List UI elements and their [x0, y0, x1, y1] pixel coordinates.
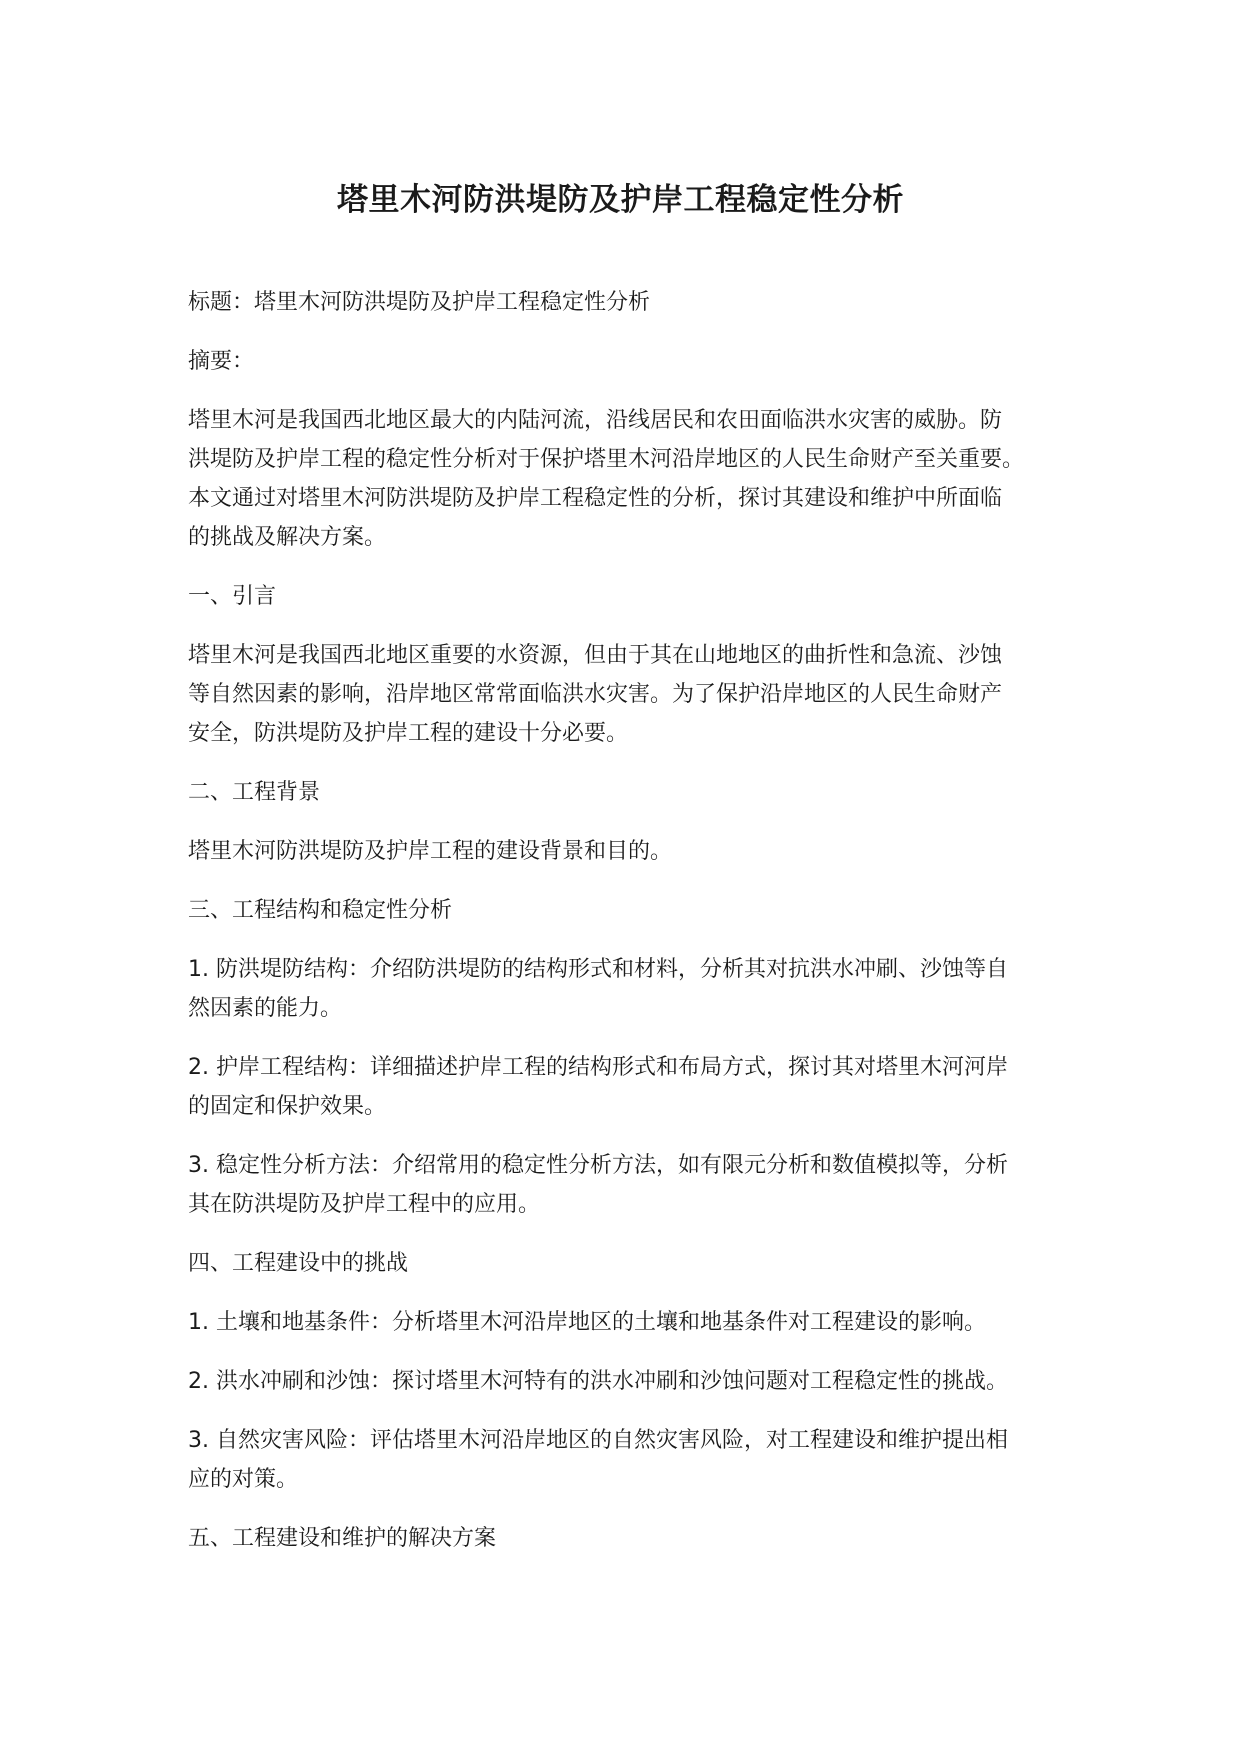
paragraph: [188, 1244, 1068, 1283]
document-body: [188, 283, 1068, 1578]
paragraph: [188, 773, 1068, 812]
text-line: 摘要：: [188, 349, 255, 374]
document-title: 塔里木河防洪堤防及护岸工程稳定性分析: [337, 182, 904, 218]
paragraph: [188, 577, 1068, 616]
text-line: 三、工程结构和稳定性分析: [188, 898, 453, 923]
text-line: 二、工程背景: [188, 780, 321, 805]
text-line: 安全，防洪堤防及护岸工程的建设十分必要。: [188, 721, 629, 746]
text-line: 一、引言: [188, 584, 277, 609]
text-line: 3. 自然灾害风险：评估塔里木河沿岸地区的自然灾害风险，对工程建设和维护提出相: [188, 1428, 1008, 1453]
text-line: 2. 护岸工程结构：详细描述护岸工程的结构形式和布局方式，探讨其对塔里木河河岸: [188, 1055, 1008, 1080]
text-line: 等自然因素的影响，沿岸地区常常面临洪水灾害。为了保护沿岸地区的人民生命财产: [188, 682, 1003, 707]
paragraph: [188, 1421, 1068, 1499]
paragraph: [188, 1519, 1068, 1558]
text-line: 洪堤防及护岸工程的稳定性分析对于保护塔里木河沿岸地区的人民生命财产至关重要。: [188, 447, 1025, 472]
paragraph: [188, 283, 1068, 322]
paragraph: [188, 1362, 1068, 1401]
text-line: 2. 洪水冲刷和沙蚀：探讨塔里木河特有的洪水冲刷和沙蚀问题对工程稳定性的挑战。: [188, 1369, 1008, 1394]
paragraph: [188, 1303, 1068, 1342]
paragraph: [188, 1048, 1068, 1126]
text-line: 然因素的能力。: [188, 996, 343, 1021]
paragraph: [188, 1146, 1068, 1224]
paragraph: [188, 891, 1068, 930]
text-line: 1. 土壤和地基条件：分析塔里木河沿岸地区的土壤和地基条件对工程建设的影响。: [188, 1310, 986, 1335]
paragraph: [188, 342, 1068, 381]
text-line: 本文通过对塔里木河防洪堤防及护岸工程稳定性的分析，探讨其建设和维护中所面临: [188, 486, 1003, 511]
text-line: 四、工程建设中的挑战: [188, 1251, 409, 1276]
text-line: 3. 稳定性分析方法：介绍常用的稳定性分析方法，如有限元分析和数值模拟等，分析: [188, 1153, 1008, 1178]
text-line: 五、工程建设和维护的解决方案: [188, 1526, 497, 1551]
text-line: 塔里木河是我国西北地区最大的内陆河流，沿线居民和农田面临洪水灾害的威胁。防: [188, 408, 1003, 433]
paragraph: [188, 636, 1068, 753]
text-line: 应的对策。: [188, 1467, 299, 1492]
text-line: 的固定和保护效果。: [188, 1094, 387, 1119]
paragraph: [188, 832, 1068, 871]
paragraph: [188, 401, 1068, 557]
text-line: 的挑战及解决方案。: [188, 525, 387, 550]
text-line: 塔里木河防洪堤防及护岸工程的建设背景和目的。: [188, 839, 673, 864]
text-line: 其在防洪堤防及护岸工程中的应用。: [188, 1192, 541, 1217]
paragraph: [188, 950, 1068, 1028]
text-line: 1. 防洪堤防结构：介绍防洪堤防的结构形式和材料，分析其对抗洪水冲刷、沙蚀等自: [188, 957, 1008, 982]
text-line: 塔里木河是我国西北地区重要的水资源，但由于其在山地地区的曲折性和急流、沙蚀: [188, 643, 1003, 668]
text-line: 标题：塔里木河防洪堤防及护岸工程稳定性分析: [188, 290, 651, 315]
